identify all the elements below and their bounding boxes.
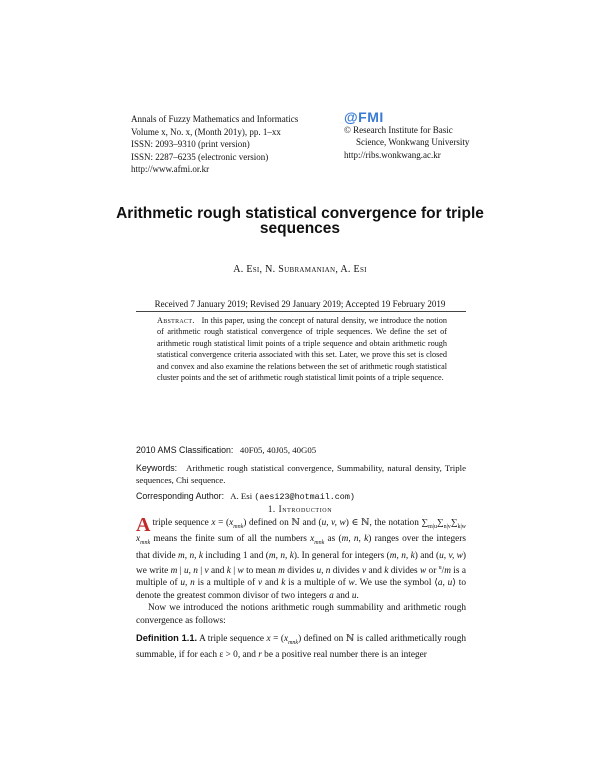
journal-name: Annals of Fuzzy Mathematics and Informatics <box>131 114 299 124</box>
author-list: A. Esi, N. Subramanian, A. Esi <box>233 264 367 275</box>
journal-volume: Volume x, No. x, (Month 201y), pp. 1–xx <box>131 126 281 137</box>
fmi-logo: @FMI <box>344 109 384 125</box>
copyright-line1: © Research Institute for Basic <box>344 124 453 135</box>
definition-paragraph: Definition 1.1. A triple sequence $x = (x_{mnk})$ defined on ℕ is called arithmetically rough summable, if for each ε > 0, and r be a positive real number there is an integer <box>136 633 466 661</box>
introduction-body <box>136 514 466 662</box>
keywords-text: Arithmetic rough statistical convergence, Summability, natural density, Triple sequences, Chi sequence. <box>136 463 466 486</box>
intro-paragraph-2: Now we introduced the notions arithmetic rough summability and arithmetic rough convergence as follows: <box>136 603 466 626</box>
journal-url[interactable]: http://www.afmi.or.kr <box>131 164 210 175</box>
dropcap-letter: A <box>136 514 151 536</box>
corresponding-label: Corresponding Author: <box>136 491 225 501</box>
issn-electronic: ISSN: 2287–6235 (electronic version) <box>131 151 269 162</box>
keywords <box>136 462 466 486</box>
publisher-header <box>344 111 474 161</box>
top-rule <box>136 311 466 312</box>
journal-header <box>131 113 341 176</box>
title-line1: Arithmetic rough statistical convergence for triple <box>116 205 484 222</box>
received-dates: Received 7 January 2019; Revised 29 January 2019; Accepted 19 February 2019 <box>154 299 446 309</box>
ams-classification <box>136 444 466 456</box>
keywords-label: Keywords: <box>136 463 178 473</box>
title-line2: sequences <box>259 220 341 237</box>
abstract-label: Abstract. <box>157 316 195 325</box>
corresponding-email[interactable]: (aesi23@hotmail.com) <box>254 492 355 502</box>
section-heading: 1. Introduction <box>267 504 333 514</box>
authors <box>100 264 500 275</box>
issn-print: ISSN: 2093–9310 (print version) <box>131 139 250 150</box>
ams-codes: 40F05, 40J05, 40G05 <box>239 445 317 455</box>
ams-label: 2010 AMS Classification: <box>136 445 234 455</box>
definition-label: Definition 1.1. <box>136 633 198 644</box>
corresponding-author <box>136 490 466 503</box>
corresponding-name: A. Esi <box>230 491 253 501</box>
abstract <box>157 315 447 383</box>
intro-paragraph-1: A triple sequence $x = (x_{mnk})$ defined on ℕ and (u, v, w) ∈ ℕ, the notation $\sum_{m|u}\sum_{n|v}\sum_{k|w}$ $x_{mnk}$ means the finite sum of all the numbers $x_{mnk}$ as (m, n, k) ranges over the integers that divide m, n, k including 1 and (m, n, k). In general for integers (m, n, k) and (u, v, w) we write m | u, n | v and k | w to mean m divides u, n divides v and k divides w or $^u$/m is a multiple of u, n is a multiple of v and k is a multiple of w. We use the symbol ⟨a, u⟩ to denote the greatest common divisor of two integers a and u. <box>136 514 466 601</box>
publisher-url[interactable]: http://ribs.wonkwang.ac.kr <box>344 149 441 160</box>
paper-title <box>100 206 500 236</box>
copyright-line2: Science, Wonkwang University <box>356 137 470 148</box>
abstract-text: In this paper, using the concept of natural density, we introduce the notion of arithmetic rough statistical convergence of triple sequences. We define the set of arithmetic rough statistical limit points of a triple sequence and obtain arithmetic rough statistical convergence criteria associated with this set. Later, we prove this set is closed and convex and also examine the relations between the set of arithmetic rough statistical cluster points and the set of arithmetic rough statistical limit points of a triple sequence. <box>157 316 447 383</box>
